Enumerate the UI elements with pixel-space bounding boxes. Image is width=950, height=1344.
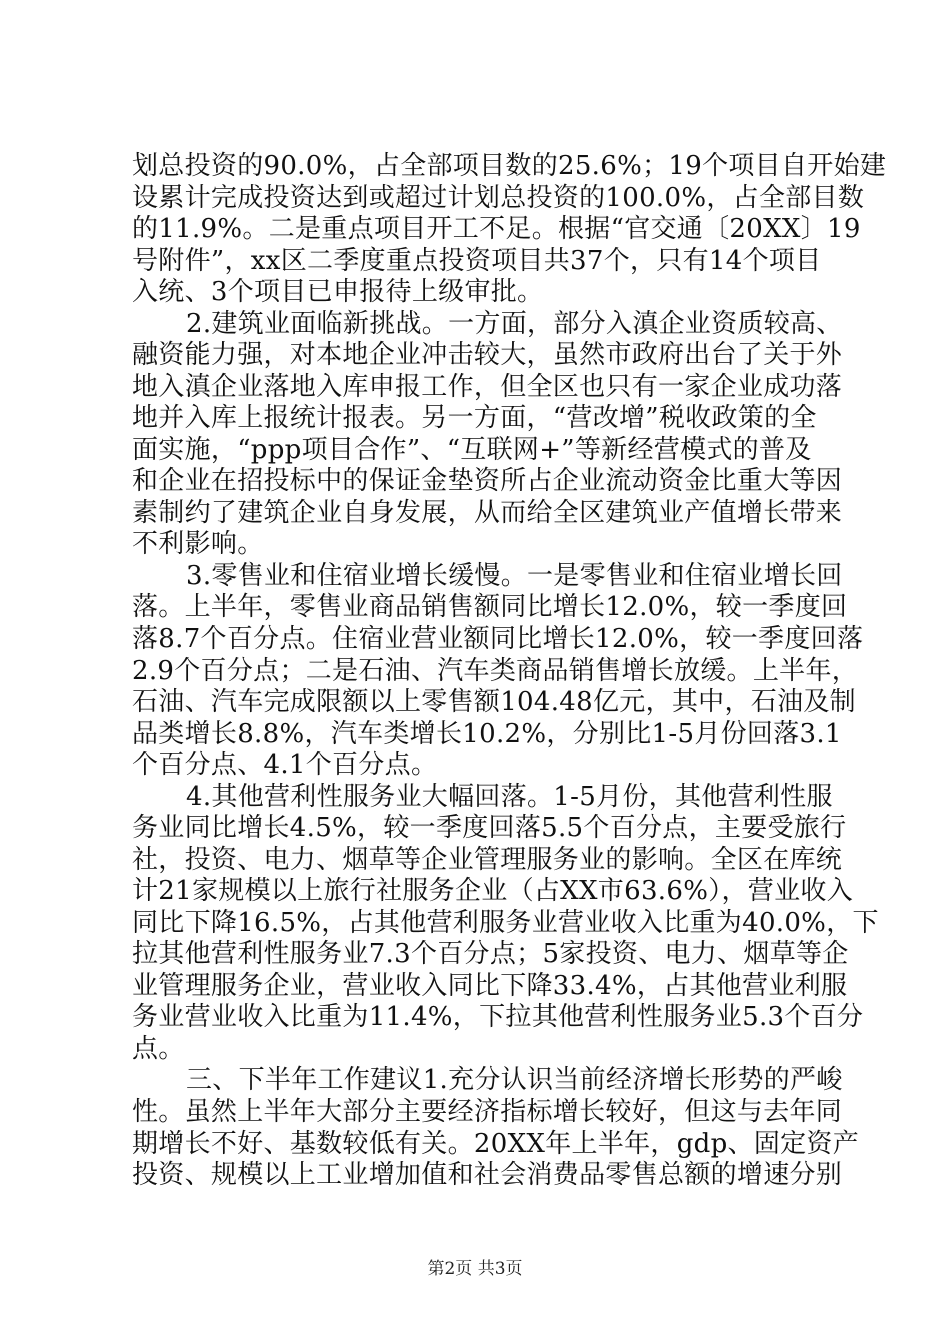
text-line: 点。 — [132, 1033, 185, 1064]
text-line: 计21家规模以上旅行社服务企业（占XX市63.6%），营业收入 — [132, 876, 853, 907]
text-line: 3.零售业和住宿业增长缓慢。一是零售业和住宿业增长回 — [186, 560, 843, 591]
text-line: 三、下半年工作建议1.充分认识当前经济增长形势的严峻 — [186, 1065, 843, 1096]
text-line: 4.其他营利性服务业大幅回落。1-5月份，其他营利性服 — [186, 781, 833, 812]
text-line: 和企业在招投标中的保证金垫资所占企业流动资金比重大等因 — [132, 466, 843, 497]
text-line: 落。上半年，零售业商品销售额同比增长12.0%，较一季度回 — [132, 592, 848, 623]
text-line: 落8.7个百分点。住宿业营业额同比增长12.0%，较一季度回落 — [132, 624, 864, 654]
text-line: 设累计完成投资达到或超过计划总投资的100.0%，占全部目数 — [132, 182, 865, 213]
text-line: 地入滇企业落地入库申报工作，但全区也只有一家企业成功落 — [132, 371, 843, 402]
text-line: 品类增长8.8%，汽车类增长10.2%，分别比1-5月份回落3.1 — [132, 718, 842, 749]
text-line: 面实施，“ppp项目合作”、“互联网+”等新经营模式的普及 — [132, 434, 812, 465]
text-line: 拉其他营利性服务业7.3个百分点；5家投资、电力、烟草等企 — [132, 939, 849, 970]
text-line: 个百分点、4.1个百分点。 — [132, 750, 438, 781]
text-line: 投资、规模以上工业增加值和社会消费品零售总额的增速分别 — [132, 1160, 843, 1190]
text-line: 社，投资、电力、烟草等企业管理服务业的影响。全区在库统 — [132, 844, 843, 875]
text-line: 2.9个百分点；二是石油、汽车类商品销售增长放缓。上半年， — [132, 655, 859, 686]
page-number-footer: 第2页 共3页 — [427, 1259, 523, 1279]
text-line: 的11.9%。二是重点项目开工不足。根据“官交通〔20XX〕19 — [132, 214, 861, 245]
text-line: 地并入库上报统计报表。另一方面，“营改增”税收政策的全 — [132, 403, 817, 434]
text-line: 素制约了建筑企业自身发展，从而给全区建筑业产值增长带来 — [132, 497, 843, 528]
text-line: 2.建筑业面临新挑战。一方面，部分入滇企业资质较高、 — [186, 308, 843, 339]
text-line: 划总投资的90.0%，占全部项目数的25.6%；19个项目自开始建 — [132, 151, 887, 181]
text-line: 号附件”，xx区二季度重点投资项目共37个，只有14个项目 — [132, 245, 822, 276]
text-line: 石油、汽车完成限额以上零售额104.48亿元，其中，石油及制 — [132, 687, 856, 717]
text-line: 性。虽然上半年大部分主要经济指标增长较好，但这与去年同 — [132, 1096, 843, 1127]
text-line: 务业同比增长4.5%，较一季度回落5.5个百分点，主要受旅行 — [132, 813, 847, 844]
text-line: 不利影响。 — [132, 529, 264, 560]
text-line: 入统、3个项目已申报待上级审批。 — [132, 277, 544, 308]
text-line: 同比下降16.5%，占其他营利服务业营业收入比重为40.0%，下 — [132, 907, 879, 938]
text-line: 融资能力强，对本地企业冲击较大，虽然市政府出台了关于外 — [132, 340, 843, 371]
text-line: 业管理服务企业，营业收入同比下降33.4%，占其他营业利服 — [132, 970, 848, 1001]
text-line: 务业营业收入比重为11.4%，下拉其他营利性服务业5.3个百分 — [132, 1002, 864, 1033]
text-line: 期增长不好、基数较低有关。20XX年上半年，gdp、固定资产 — [132, 1128, 860, 1159]
